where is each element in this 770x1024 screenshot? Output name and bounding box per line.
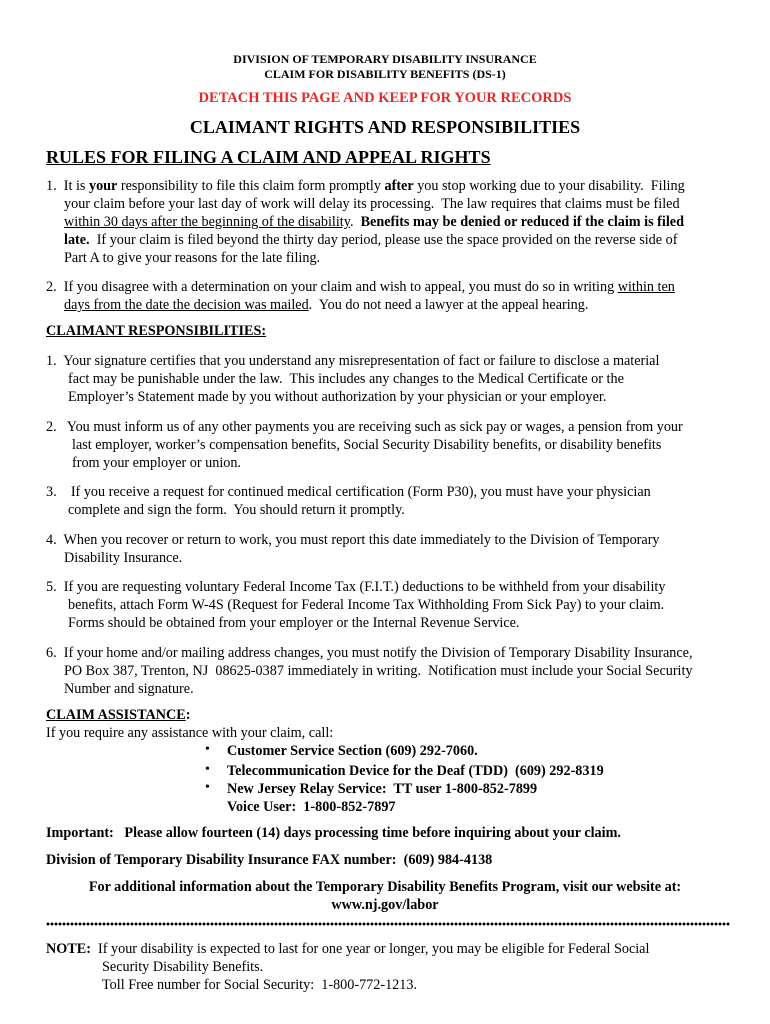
text-line xyxy=(46,824,621,842)
text-segment: Voice User: 1-800-852-7897 xyxy=(227,799,396,815)
text-line xyxy=(72,454,241,472)
text-segment: days from the date the decision was mailed xyxy=(64,297,309,313)
text-segment: 4. When you recover or return to work, you must report this date immediately to the Division of Temporary xyxy=(46,532,660,548)
text-segment: Disability Insurance. xyxy=(64,550,183,566)
text-segment: Part A to give your reasons for the late filing. xyxy=(64,250,321,266)
text-line xyxy=(68,370,624,388)
text-segment: Important: Please allow fourteen (14) days processing time before inquiring about your claim. xyxy=(46,825,621,841)
text-segment: Division of Temporary Disability Insurance FAX number: (609) 984-4138 xyxy=(46,852,493,868)
text-line xyxy=(102,958,263,976)
text-segment: If your disability is expected to last for one year or longer, you may be eligible for Federal Social xyxy=(90,941,650,957)
text-line xyxy=(46,724,333,742)
text-line xyxy=(64,549,182,567)
bullet-icon: • xyxy=(205,780,210,795)
text-line xyxy=(72,436,661,454)
text-segment: Employer’s Statement made by you without authorization by your physician or your employer. xyxy=(68,389,607,405)
text-segment: 1. It is xyxy=(46,178,89,194)
text-segment: 1. Your signature certifies that you understand any misrepresentation of fact or failure to disclose a material xyxy=(46,353,660,369)
text-line xyxy=(227,780,537,798)
text-line xyxy=(0,878,770,896)
page-title: CLAIMANT RIGHTS AND RESPONSIBILITIES xyxy=(189,117,581,137)
text-segment: complete and sign the form. You should return it promptly. xyxy=(68,502,405,518)
text-segment: 6. If your home and/or mailing address changes, you must notify the Division of Temporary Disability Insurance, xyxy=(46,645,693,661)
text-segment: your xyxy=(88,178,118,194)
text-line xyxy=(64,680,194,698)
text-line xyxy=(0,896,770,914)
text-segment: New Jersey Relay Service: TT user 1-800-852-7899 xyxy=(227,781,538,797)
text-line xyxy=(64,195,680,213)
text-segment: Forms should be obtained from your employer or the Internal Revenue Service. xyxy=(68,615,520,631)
text-segment: 5. If you are requesting voluntary Federal Income Tax (F.I.T.) deductions to be withheld from your disability xyxy=(46,579,666,595)
text-line xyxy=(102,976,417,994)
text-segment: CLAIM ASSISTANCE xyxy=(46,707,186,723)
website-link[interactable]: www.nj.gov/labor xyxy=(331,897,439,913)
text-segment: . xyxy=(349,214,361,230)
text-line xyxy=(46,531,660,549)
text-line xyxy=(68,388,606,406)
text-segment: within 30 days after the beginning of the disability xyxy=(64,214,350,230)
text-segment: Toll Free number for Social Security: 1-800-772-1213. xyxy=(102,977,418,993)
text-segment: 2. If you disagree with a determination on your claim and wish to appeal, you must do so in writing xyxy=(46,279,618,295)
text-segment: your claim before your last day of work will delay its processing. The law requires that claims must be filed xyxy=(64,196,680,212)
text-line xyxy=(46,706,190,724)
dotted-separator xyxy=(46,921,730,927)
text-line xyxy=(68,596,664,614)
text-line xyxy=(46,418,683,436)
text-line xyxy=(227,742,478,760)
text-line xyxy=(46,278,675,296)
text-line xyxy=(64,249,320,267)
text-segment: you stop working due to your disability. Filing xyxy=(413,178,685,194)
text-line xyxy=(46,851,492,869)
text-segment: If you require any assistance with your claim, call: xyxy=(46,725,334,741)
text-line xyxy=(68,501,405,519)
section-heading-rules: RULES FOR FILING A CLAIM AND APPEAL RIGHTS xyxy=(46,147,491,167)
text-segment: : xyxy=(185,707,191,723)
text-segment: PO Box 387, Trenton, NJ 08625-0387 immediately in writing. Notification must include your Social Security xyxy=(64,663,693,679)
text-line xyxy=(64,213,684,231)
text-segment: . You do not need a lawyer at the appeal hearing. xyxy=(308,297,589,313)
header-form-name: CLAIM FOR DISABILITY BENEFITS (DS-1) xyxy=(264,67,506,81)
text-segment: benefits, attach Form W-4S (Request for Federal Income Tax Withholding From Sick Pay) to your claim. xyxy=(68,597,665,613)
text-segment: Benefits may be denied or reduced if the claim is filed xyxy=(360,214,684,230)
text-line xyxy=(46,578,665,596)
text-line xyxy=(46,177,685,195)
text-segment: Number and signature. xyxy=(64,681,194,697)
text-line xyxy=(46,644,693,662)
text-segment: after xyxy=(384,178,414,194)
text-segment: 2. You must inform us of any other payments you are receiving such as sick pay or wages, a pension from your xyxy=(46,419,683,435)
text-line xyxy=(68,614,520,632)
text-segment: 3. If you receive a request for continued medical certification (Form P30), you must have your physician xyxy=(46,484,651,500)
text-line xyxy=(46,352,659,370)
text-line xyxy=(64,662,693,680)
text-segment: Security Disability Benefits. xyxy=(102,959,264,975)
text-segment: For additional information about the Temporary Disability Benefits Program, visit our website at: xyxy=(88,879,682,895)
text-segment: Customer Service Section (609) 292-7060. xyxy=(227,743,478,759)
text-line xyxy=(46,940,649,958)
text-line xyxy=(64,231,677,249)
text-segment: If your claim is filed beyond the thirty day period, please use the space provided on the reverse side of xyxy=(89,232,678,248)
detach-notice: DETACH THIS PAGE AND KEEP FOR YOUR RECORDS xyxy=(198,90,572,106)
text-segment: late. xyxy=(64,232,90,248)
text-line xyxy=(227,798,396,816)
bullet-icon: • xyxy=(205,742,210,757)
text-segment: Telecommunication Device for the Deaf (TDD) (609) 292-8319 xyxy=(227,763,604,779)
bullet-icon: • xyxy=(205,762,210,777)
header-division: DIVISION OF TEMPORARY DISABILITY INSURANCE xyxy=(233,52,537,66)
text-segment: responsibility to file this claim form promptly xyxy=(117,178,385,194)
text-line xyxy=(227,762,604,780)
text-segment: CLAIMANT RESPONSIBILITIES: xyxy=(46,323,267,339)
text-segment: NOTE: xyxy=(46,941,91,957)
text-segment: from your employer or union. xyxy=(72,455,242,471)
text-segment: fact may be punishable under the law. This includes any changes to the Medical Certificate or the xyxy=(68,371,624,387)
text-segment: within ten xyxy=(617,279,675,295)
text-line xyxy=(46,322,266,340)
text-segment: last employer, worker’s compensation benefits, Social Security Disability benefits, or disability benefits xyxy=(72,437,662,453)
text-line xyxy=(64,296,588,314)
text-line xyxy=(46,483,651,501)
